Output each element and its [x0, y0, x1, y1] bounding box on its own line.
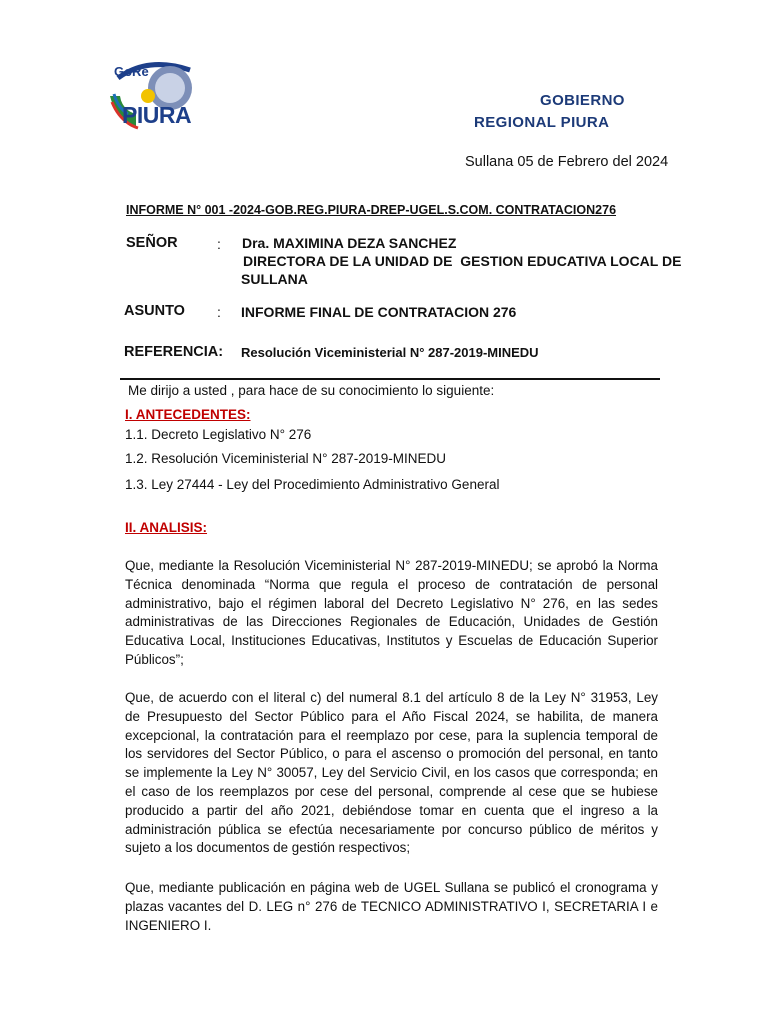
referencia-value: Resolución Viceministerial N° 287-2019-MINEDU: [241, 345, 539, 360]
paragraph-line: sujeto a los documentos de gestión respectivos;: [125, 840, 411, 856]
paragraph-line: Educativa Local, Instituciones Educativas, Institutos y Escuelas de Educación Superior: [125, 633, 658, 649]
paragraph-line: de Presupuesto del Sector Público para el Año Fiscal 2024, se habilita, de manera: [125, 708, 658, 724]
paragraph-line: plazas vacantes del D. LEG n° 276 de TECNICO ADMINISTRATIVO I, SECRETARIA I e: [125, 898, 658, 914]
paragraph-line: Que, mediante la Resolución Viceministerial N° 287-2019-MINEDU; se aprobó la Norma: [125, 558, 658, 573]
paragraph-line: Que, de acuerdo con el literal c) del numeral 8.1 del artículo 8 de la Ley N° 31953, Ley: [125, 690, 658, 705]
asunto-label: ASUNTO: [124, 303, 185, 319]
senor-label: SEÑOR: [126, 235, 178, 251]
antecedentes-heading: I. ANTECEDENTES:: [125, 407, 251, 422]
intro-text: Me dirijo a usted , para hace de su conocimiento lo siguiente:: [128, 383, 495, 398]
analisis-heading: II. ANALISIS:: [125, 520, 208, 535]
asunto-colon: :: [217, 304, 221, 320]
analisis-paragraph-3: [125, 879, 658, 935]
divider-line: [120, 378, 660, 380]
gore-piura-logo: [108, 58, 224, 132]
paragraph-line: administrativas de las Direcciones Regionales de Educación, Unidades de Gestión: [125, 614, 658, 630]
logo-piura-text: PIURA: [122, 102, 192, 128]
paragraph-line: excepcional, la contratación para el reemplazo por cese, para la suplencia temporal de: [125, 727, 658, 743]
paragraph-line: INGENIERO I.: [125, 917, 212, 933]
referencia-label: REFERENCIA:: [124, 344, 224, 360]
analisis-paragraph-2: [125, 689, 658, 858]
recipient-name: Dra. MAXIMINA DEZA SANCHEZ: [242, 235, 457, 251]
paragraph-line: se implemente la Ley N° 30057, Ley del Servicio Civil, en los casos que corresponda; en: [125, 765, 658, 781]
paragraph-line: administrativo, bajo el régimen laboral del Decreto Legislativo N° 276, en las sedes: [125, 595, 658, 611]
paragraph-line: producido a partir del año 2021, debiéndose tomar en cuenta que el ingreso a la: [125, 802, 658, 818]
asunto-value: INFORME FINAL DE CONTRATACION 276: [241, 304, 517, 320]
paragraph-line: administración pública se efectúa necesariamente por concurso público de méritos y: [125, 821, 658, 837]
antecedente-item: 1.3. Ley 27444 - Ley del Procedimiento Administrativo General: [125, 477, 500, 492]
paragraph-line: el caso de los reemplazos por cese del personal, comprende al cese que se hubiese: [125, 783, 658, 799]
analisis-paragraph-1: [125, 557, 658, 670]
informe-number: INFORME N° 001 -2024-GOB.REG.PIURA-DREP-UGEL.S.COM. CONTRATACION276: [126, 203, 617, 217]
gov-title-line2: REGIONAL PIURA: [474, 114, 610, 131]
paragraph-line: los servidores del Sector Público, o para el ascenso o promoción del personal, en tanto: [125, 746, 658, 762]
antecedente-item: 1.2. Resolución Viceministerial N° 287-2019-MINEDU: [125, 451, 447, 466]
gov-title-line1: GOBIERNO: [540, 92, 625, 109]
recipient-role-line2: SULLANA: [241, 271, 308, 287]
logo-gore-text: GoRe: [114, 64, 149, 79]
recipient-role-line1: DIRECTORA DE LA UNIDAD DE GESTION EDUCATIVA LOCAL DE: [243, 253, 682, 269]
paragraph-line: Públicos”;: [125, 651, 184, 667]
document-date: Sullana 05 de Febrero del 2024: [465, 154, 669, 170]
paragraph-line: Que, mediante publicación en página web de UGEL Sullana se publicó el cronograma y: [125, 880, 658, 895]
paragraph-line: Técnica denominada “Norma que regula el proceso de contratación de personal: [125, 576, 658, 592]
antecedente-item: 1.1. Decreto Legislativo N° 276: [125, 427, 312, 442]
senor-colon: :: [217, 236, 221, 252]
